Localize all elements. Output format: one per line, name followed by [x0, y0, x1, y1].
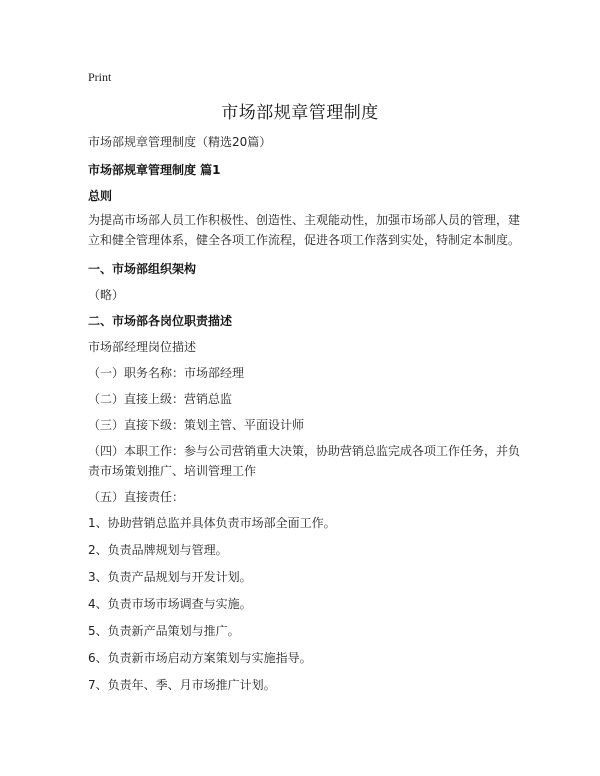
document-title: 市场部规章管理制度: [221, 103, 379, 123]
list-item: （二）直接上级：营销总监: [88, 392, 233, 406]
general-heading: 总则: [88, 189, 113, 203]
org-text: （略）: [88, 288, 125, 302]
list-item: （一）职务名称：市场部经理: [88, 366, 245, 380]
duties-heading: 二、市场部各岗位职责描述: [88, 314, 233, 328]
responsibility-item: 1、协助营销总监并具体负责市场部全面工作。: [88, 516, 336, 530]
section-heading: 市场部规章管理制度 篇1: [88, 163, 221, 177]
manager-description: 市场部经理岗位描述: [88, 340, 197, 354]
list-item: （三）直接下级：策划主管、平面设计师: [88, 418, 305, 432]
responsibility-item: 4、负责市场市场调查与实施。: [88, 597, 252, 611]
responsibility-item: 2、负责品牌规划与管理。: [88, 543, 228, 557]
responsibility-item: 7、负责年、季、月市场推广计划。: [88, 678, 276, 692]
list-item: （五）直接责任：: [88, 490, 185, 504]
document-subtitle: 市场部规章管理制度（精选20篇）: [88, 135, 272, 149]
responsibility-item: 5、负责新产品策划与推广。: [88, 624, 240, 638]
general-paragraph: 为提高市场部人员工作积极性、创造性、主观能动性，加强市场部人员的管理，建立和健全管理体系，健全各项工作流程，促进各项工作落到实处，特制定本制度。: [88, 213, 521, 247]
list-item: （四）本职工作：参与公司营销重大决策，协助营销总监完成各项工作任务，并负责市场策划推广、培训管理工作: [88, 444, 521, 478]
print-label: Print: [88, 70, 112, 84]
org-heading: 一、市场部组织架构: [88, 262, 197, 276]
responsibility-item: 6、负责新市场启动方案策划与实施指导。: [88, 651, 312, 665]
responsibility-item: 3、负责产品规划与开发计划。: [88, 570, 252, 584]
